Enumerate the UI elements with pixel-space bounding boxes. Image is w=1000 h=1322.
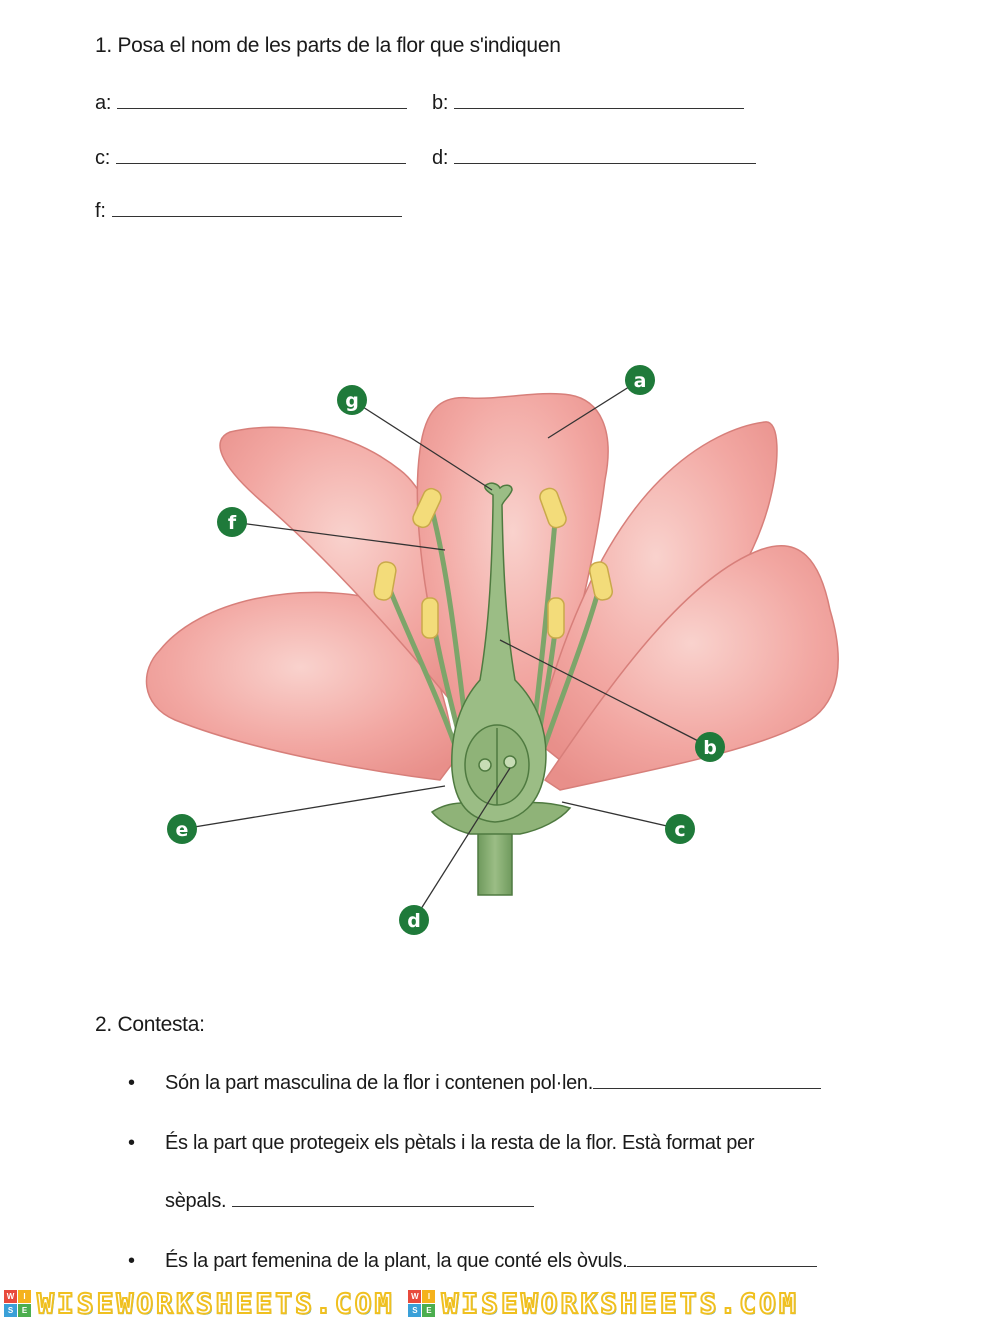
question-2-title: 2. Contesta:: [95, 1013, 205, 1036]
label-badge-d: [399, 905, 429, 935]
svg-text:f: f: [227, 512, 237, 534]
brand-logo-icon: W I S E: [408, 1290, 435, 1317]
label-badge-c: [665, 814, 695, 844]
answer-blank-c[interactable]: [116, 162, 406, 164]
bullet-icon: •: [128, 1132, 135, 1154]
svg-text:b: b: [703, 737, 717, 759]
svg-text:e: e: [175, 819, 189, 841]
flower-diagram: [0, 330, 1000, 970]
bullet-icon: •: [128, 1250, 135, 1272]
answer-label-b: b:: [432, 92, 449, 114]
label-badge-g: [337, 385, 367, 415]
answer-line-f[interactable]: [95, 200, 402, 223]
item-2-continuation-text: sèpals.: [165, 1190, 227, 1212]
label-badge-b: [695, 732, 725, 762]
answer-line-c[interactable]: [95, 147, 406, 170]
item-1-text: Són la part masculina de la flor i contenen pol·len.: [165, 1072, 593, 1094]
answer-line-b[interactable]: [432, 92, 744, 115]
item-3-text: És la part femenina de la plant, la que conté els òvuls.: [165, 1250, 628, 1272]
item-3-answer-blank[interactable]: [627, 1265, 817, 1267]
item-2-answer-blank[interactable]: [232, 1205, 534, 1207]
item-1-answer-blank[interactable]: [593, 1087, 821, 1089]
brand-text: WISEWORKSHEETS.COM: [37, 1286, 395, 1320]
label-badge-e: [167, 814, 197, 844]
answer-label-d: d:: [432, 147, 449, 169]
bullet-icon: •: [128, 1072, 135, 1094]
answer-line-d[interactable]: [432, 147, 756, 170]
stem: [478, 830, 512, 895]
answer-blank-d[interactable]: [454, 162, 756, 164]
answer-label-a: a:: [95, 92, 112, 114]
answer-blank-a[interactable]: [117, 107, 407, 109]
footer-brand-1: [4, 1287, 394, 1320]
question-1-title: 1. Posa el nom de les parts de la flor que s'indiquen: [95, 34, 561, 57]
answer-label-c: c:: [95, 147, 111, 169]
answer-label-f: f:: [95, 200, 106, 222]
svg-text:d: d: [407, 910, 421, 932]
footer-watermark: [0, 1284, 1000, 1322]
ovary: [465, 725, 529, 805]
answer-blank-b[interactable]: [454, 107, 744, 109]
answer-blank-f[interactable]: [112, 215, 402, 217]
answer-line-a[interactable]: [95, 92, 407, 115]
question-2-item-2-continuation: [165, 1190, 534, 1213]
brand-text: WISEWORKSHEETS.COM: [441, 1286, 799, 1320]
brand-logo-icon: W I S E: [4, 1290, 31, 1317]
footer-brand-2: [408, 1287, 798, 1320]
item-2-text: És la part que protegeix els pètals i la resta de la flor. Està format per: [165, 1132, 755, 1154]
svg-text:c: c: [674, 819, 686, 841]
label-badge-f: [217, 507, 247, 537]
svg-text:g: g: [345, 390, 359, 412]
svg-text:a: a: [633, 370, 647, 392]
label-badge-a: [625, 365, 655, 395]
